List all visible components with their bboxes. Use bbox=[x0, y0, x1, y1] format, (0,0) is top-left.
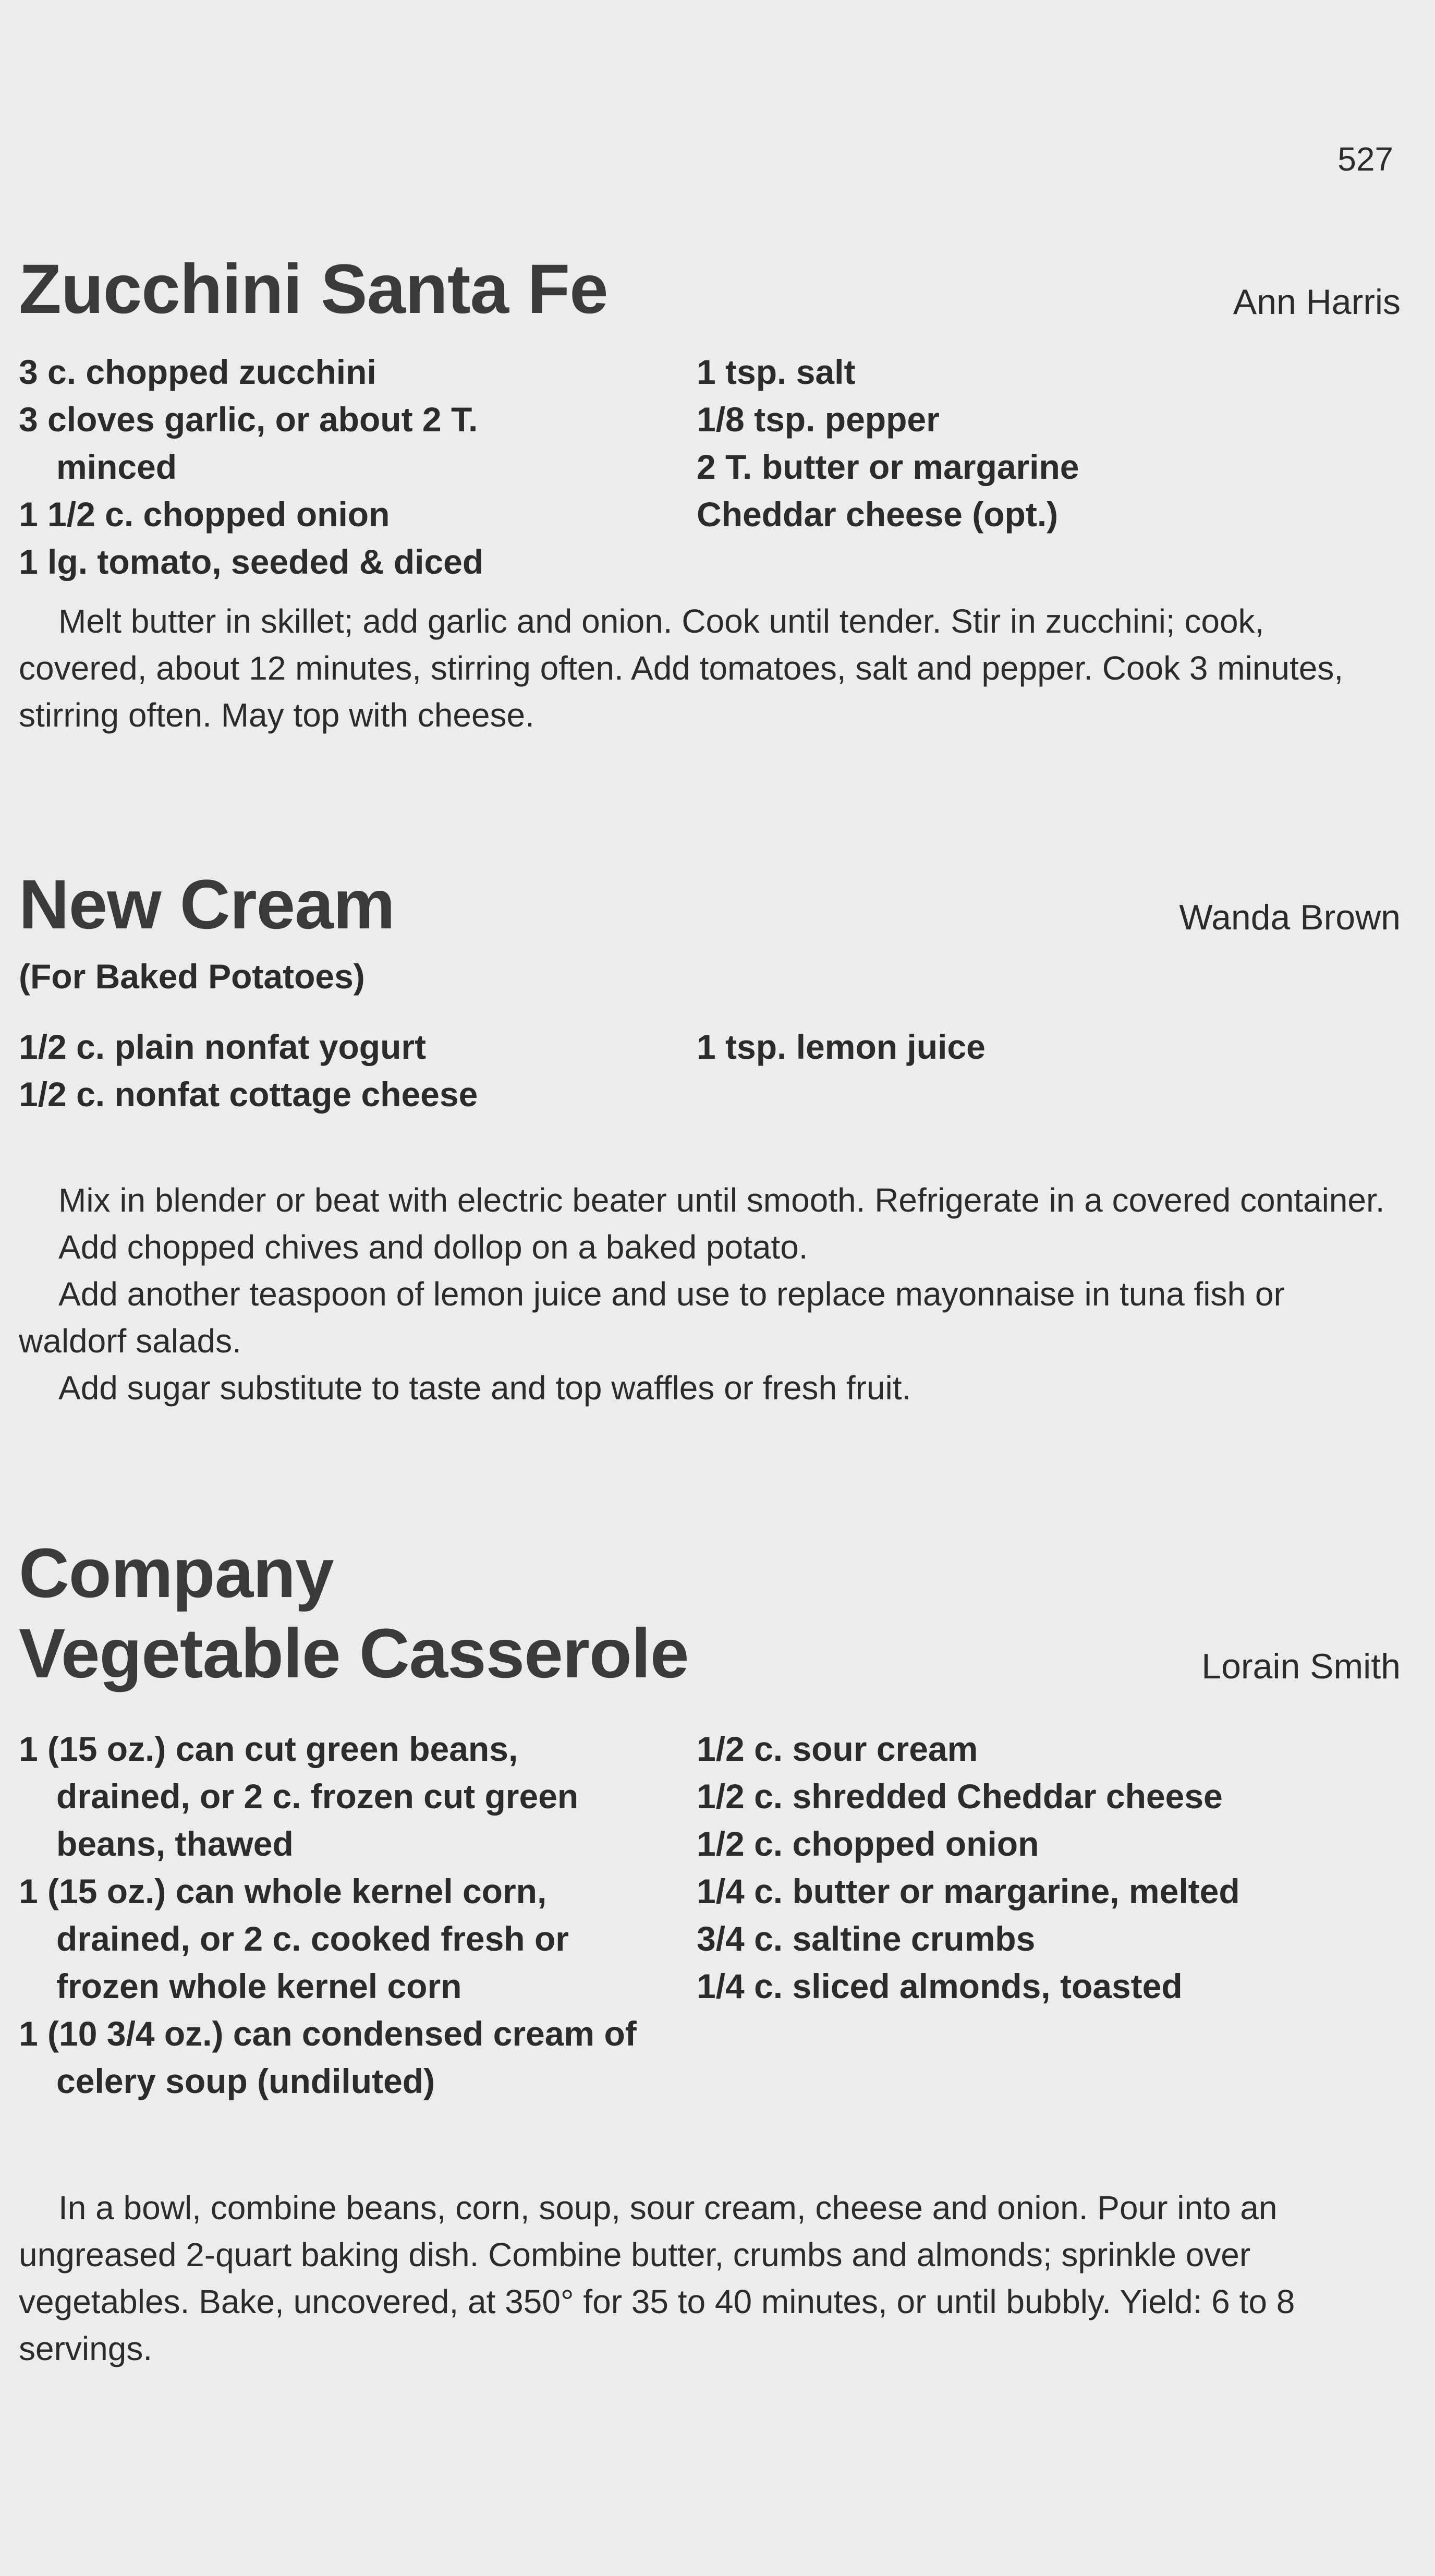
ingredient-column-left bbox=[19, 348, 697, 586]
recipe-header bbox=[19, 1533, 1401, 1694]
ingredient-item: 1 1/2 c. chopped onion bbox=[19, 495, 390, 534]
ingredient-item: 1 tsp. lemon juice bbox=[697, 1027, 986, 1066]
ingredient-item: 1/8 tsp. pepper bbox=[697, 400, 940, 439]
ingredient-column-left bbox=[19, 1725, 697, 2105]
ingredient-list bbox=[19, 1725, 1401, 2163]
recipe-zucchini-santa-fe bbox=[19, 249, 1401, 739]
ingredient-list bbox=[19, 348, 1401, 581]
ingredient-item: 1/2 c. shredded Cheddar cheese bbox=[697, 1777, 1223, 1816]
ingredient-item: 1 (15 oz.) can cut green beans, drained, or 2 c. frozen cut green beans, thawed bbox=[19, 1730, 579, 1863]
recipe-new-cream bbox=[19, 865, 1401, 1411]
ingredient-item: 1 lg. tomato, seeded & diced bbox=[19, 542, 484, 581]
recipe-directions bbox=[19, 598, 1401, 739]
recipe-title-line: Zucchini Santa Fe bbox=[19, 250, 608, 328]
ingredient-column-left bbox=[19, 1023, 697, 1118]
ingredient-item: 1/4 c. sliced almonds, toasted bbox=[697, 1967, 1183, 2005]
recipe-header bbox=[19, 865, 1401, 945]
recipe-title-line: New Cream bbox=[19, 866, 395, 944]
recipe-author: Ann Harris bbox=[1233, 282, 1401, 322]
ingredient-item: 3 c. chopped zucchini bbox=[19, 353, 376, 391]
page-number: 527 bbox=[1337, 140, 1393, 178]
recipe-directions bbox=[19, 2184, 1401, 2372]
recipe-title-line: Vegetable Casserole bbox=[19, 1615, 689, 1692]
ingredient-item: 1 tsp. salt bbox=[697, 353, 856, 391]
ingredient-column-right bbox=[697, 1725, 1375, 2010]
recipe-company-vegetable-casserole bbox=[19, 1533, 1401, 2372]
recipe-author: Lorain Smith bbox=[1201, 1647, 1401, 1686]
direction-paragraph: Add another teaspoon of lemon juice and use to replace mayonnaise in tuna fish or waldorf salads. bbox=[19, 1275, 1285, 1360]
ingredient-item: 1 (10 3/4 oz.) can condensed cream of celery soup (undiluted) bbox=[19, 2014, 637, 2100]
ingredient-column-right bbox=[697, 348, 1375, 538]
recipe-title bbox=[19, 1533, 1401, 1694]
ingredient-item: 3/4 c. saltine crumbs bbox=[697, 1919, 1036, 1958]
recipe-header bbox=[19, 249, 1401, 330]
recipe-title-line: Company bbox=[19, 1534, 334, 1612]
recipe-subtitle: (For Baked Potatoes) bbox=[19, 957, 365, 996]
ingredient-item: 1 (15 oz.) can whole kernel corn, drained, or 2 c. cooked fresh or frozen whole kernel corn bbox=[19, 1872, 569, 2005]
ingredient-item: 1/2 c. sour cream bbox=[697, 1730, 978, 1768]
direction-paragraph: Mix in blender or beat with electric beater until smooth. Refrigerate in a covered container. bbox=[58, 1181, 1385, 1219]
recipe-directions bbox=[19, 1177, 1401, 1411]
direction-paragraph: Add chopped chives and dollop on a baked potato. bbox=[58, 1228, 808, 1266]
ingredient-item: 1/2 c. nonfat cottage cheese bbox=[19, 1075, 478, 1114]
ingredient-item: 1/4 c. butter or margarine, melted bbox=[697, 1872, 1240, 1910]
ingredient-item: 1/2 c. chopped onion bbox=[697, 1824, 1039, 1863]
ingredient-list bbox=[19, 1023, 1401, 1122]
direction-paragraph: Add sugar substitute to taste and top waffles or fresh fruit. bbox=[58, 1369, 911, 1407]
ingredient-item: 2 T. butter or margarine bbox=[697, 448, 1079, 486]
ingredient-column-right bbox=[697, 1023, 1375, 1071]
ingredient-item: 3 cloves garlic, or about 2 T. minced bbox=[19, 400, 478, 486]
ingredient-item: 1/2 c. plain nonfat yogurt bbox=[19, 1027, 427, 1066]
recipe-author: Wanda Brown bbox=[1179, 898, 1401, 937]
direction-paragraph: Melt butter in skillet; add garlic and onion. Cook until tender. Stir in zucchini; cook, covered, about 12 minutes, stirring often. Add tomatoes, salt and pepper. Cook 3 minutes, stirring often. May top with cheese. bbox=[19, 602, 1344, 734]
recipe-title bbox=[19, 249, 1401, 330]
ingredient-item: Cheddar cheese (opt.) bbox=[697, 495, 1059, 534]
direction-paragraph: In a bowl, combine beans, corn, soup, sour cream, cheese and onion. Pour into an ungreased 2-quart baking dish. Combine butter, crumbs and almonds; sprinkle over vegetables. Bake, uncovered, at 350° for 35 to 40 minutes, or until bubbly. Yield: 6 to 8 servings. bbox=[19, 2189, 1295, 2367]
